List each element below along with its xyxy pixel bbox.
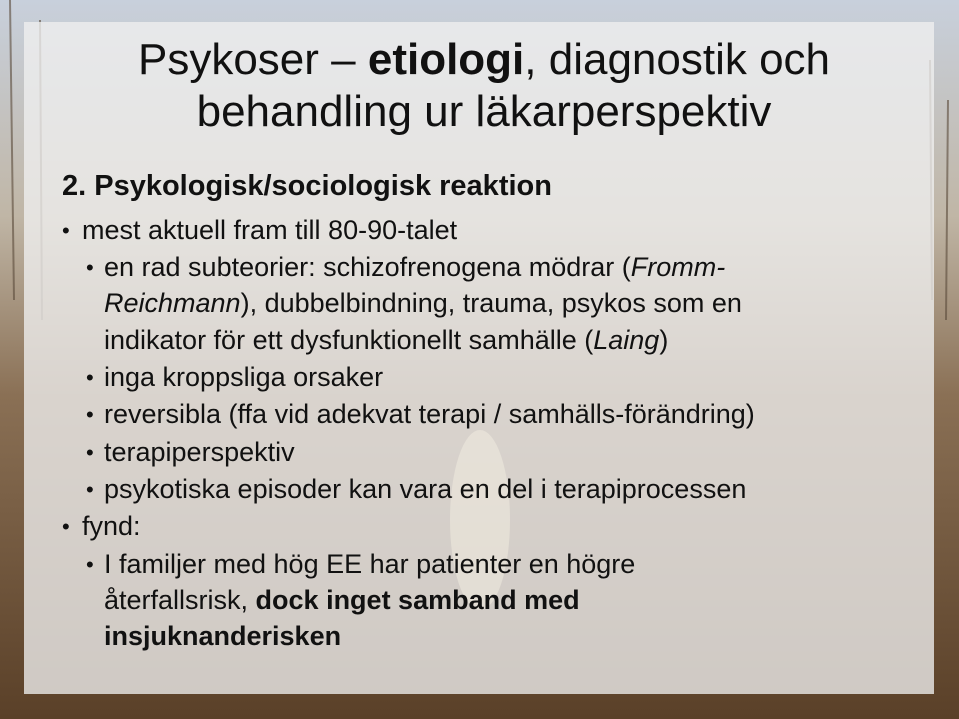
bullet-8-line-3: insjuknanderisken bbox=[104, 621, 342, 651]
bullet-8: I familjer med hög EE har patienter en högre bbox=[104, 549, 636, 579]
bullet-1: mest aktuell fram till 80-90-talet bbox=[82, 215, 458, 245]
bullet-icon: • bbox=[86, 365, 94, 390]
bullet-icon: • bbox=[62, 514, 70, 539]
slide-panel bbox=[24, 22, 934, 694]
bullet-8-line-2: återfallsrisk, dock inget samband med bbox=[104, 585, 580, 615]
bullet-2-line-2: Reichmann), dubbelbindning, trauma, psykos som en bbox=[104, 288, 742, 318]
bullet-icon: • bbox=[86, 402, 94, 427]
bullet-icon: • bbox=[86, 552, 94, 577]
bullet-icon: • bbox=[86, 440, 94, 465]
bullet-icon: • bbox=[62, 218, 70, 243]
title-bold: etiologi bbox=[367, 35, 525, 84]
section-heading: 2. Psykologisk/sociologisk reaktion bbox=[62, 170, 552, 202]
bullet-2: en rad subteorier: schizofrenogena mödrar (Fromm- bbox=[104, 252, 726, 282]
bullet-7: fynd: bbox=[82, 511, 141, 541]
bullet-6: psykotiska episoder kan vara en del i terapiprocessen bbox=[104, 474, 747, 504]
bullet-4: reversibla (ffa vid adekvat terapi / samhälls-förändring) bbox=[104, 399, 755, 429]
bullet-3: inga kroppsliga orsaker bbox=[104, 362, 384, 392]
title-text-2: , diagnostik och bbox=[524, 35, 831, 84]
slide-title bbox=[64, 34, 904, 138]
bullet-2-line-3: indikator för ett dysfunktionellt samhälle (Laing) bbox=[104, 325, 669, 355]
title-text-1: Psykoser – bbox=[137, 35, 368, 84]
bullet-icon: • bbox=[86, 255, 94, 280]
bullet-icon: • bbox=[86, 477, 94, 502]
bullet-5: terapiperspektiv bbox=[104, 437, 295, 467]
title-line-2: behandling ur läkarperspektiv bbox=[196, 87, 772, 136]
